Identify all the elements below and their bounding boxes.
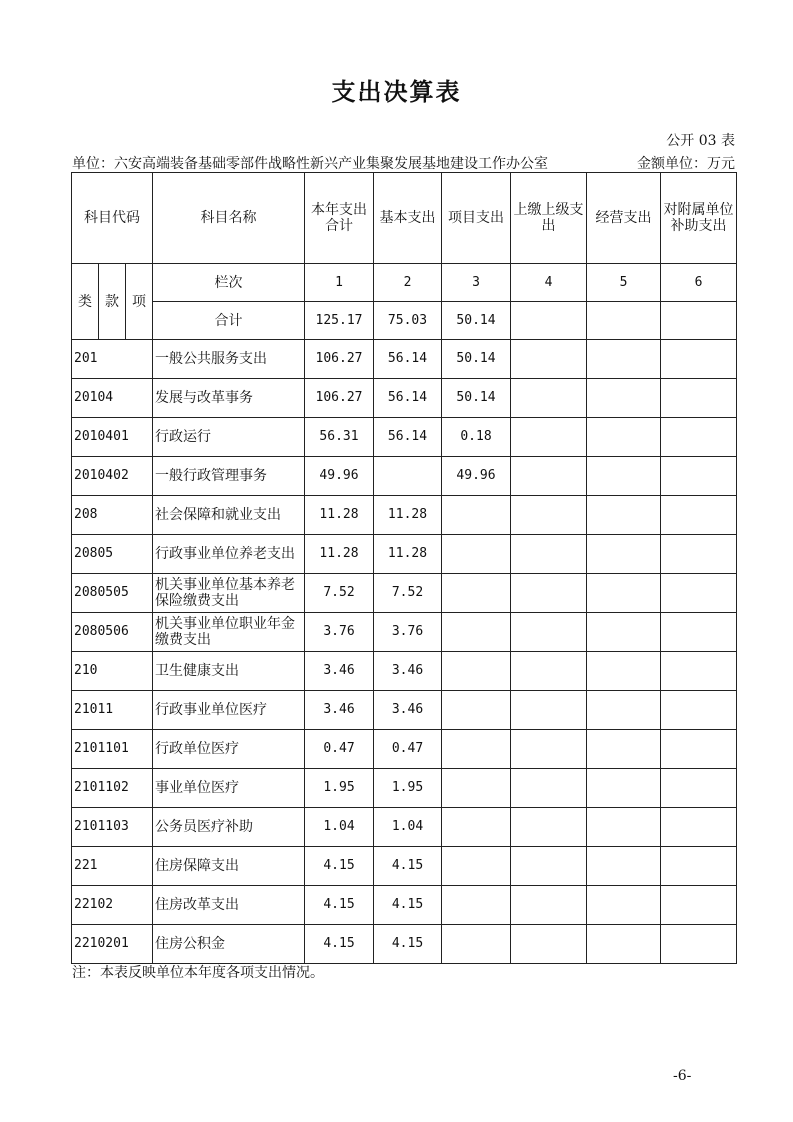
header-row xyxy=(72,173,737,264)
project-expenditure: 0.18 xyxy=(442,418,511,457)
table-row xyxy=(72,418,737,457)
table-row xyxy=(72,808,737,847)
total-expenditure: 7.52 xyxy=(305,574,374,613)
basic-expenditure: 4.15 xyxy=(374,886,442,925)
subject-name: 一般公共服务支出 xyxy=(153,340,305,379)
subject-name: 行政事业单位医疗 xyxy=(153,691,305,730)
table-note: 注：本表反映单位本年度各项支出情况。 xyxy=(72,965,324,981)
column-number: 5 xyxy=(587,264,661,302)
amount-unit-label: 金额单位：万元 xyxy=(637,156,735,172)
total-c4 xyxy=(511,302,587,340)
total-expenditure: 56.31 xyxy=(305,418,374,457)
operating-expenditure xyxy=(587,340,661,379)
basic-expenditure: 3.76 xyxy=(374,613,442,652)
header-col4: 上缴上级支出 xyxy=(511,173,587,264)
total-expenditure: 3.46 xyxy=(305,652,374,691)
expenditure-table xyxy=(71,172,737,964)
subsidiary-subsidy xyxy=(661,652,737,691)
basic-expenditure: 7.52 xyxy=(374,574,442,613)
subject-name: 住房改革支出 xyxy=(153,886,305,925)
superior-payment xyxy=(511,613,587,652)
basic-expenditure: 11.28 xyxy=(374,496,442,535)
subject-code: 2210201 xyxy=(72,925,153,964)
table-row xyxy=(72,613,737,652)
table-row xyxy=(72,691,737,730)
basic-expenditure: 1.95 xyxy=(374,769,442,808)
subsidiary-subsidy xyxy=(661,847,737,886)
basic-expenditure: 0.47 xyxy=(374,730,442,769)
subject-code: 21011 xyxy=(72,691,153,730)
table-row xyxy=(72,340,737,379)
total-c6 xyxy=(661,302,737,340)
total-expenditure: 4.15 xyxy=(305,925,374,964)
header-subject-name: 科目名称 xyxy=(153,173,305,264)
form-number: 公开 03 表 xyxy=(666,133,735,149)
subsidiary-subsidy xyxy=(661,418,737,457)
total-label: 合计 xyxy=(153,302,305,340)
total-expenditure: 49.96 xyxy=(305,457,374,496)
subject-name: 机关事业单位基本养老保险缴费支出 xyxy=(153,574,305,613)
operating-expenditure xyxy=(587,574,661,613)
table-row xyxy=(72,925,737,964)
total-expenditure: 1.04 xyxy=(305,808,374,847)
header-lanci: 栏次 xyxy=(153,264,305,302)
operating-expenditure xyxy=(587,886,661,925)
header-kuan: 款 xyxy=(99,264,126,340)
table-row xyxy=(72,730,737,769)
superior-payment xyxy=(511,730,587,769)
total-c3: 50.14 xyxy=(442,302,511,340)
subject-code: 221 xyxy=(72,847,153,886)
subject-code: 20104 xyxy=(72,379,153,418)
total-expenditure: 3.76 xyxy=(305,613,374,652)
subject-code: 201 xyxy=(72,340,153,379)
basic-expenditure: 3.46 xyxy=(374,652,442,691)
table-row xyxy=(72,886,737,925)
operating-expenditure xyxy=(587,808,661,847)
subsidiary-subsidy xyxy=(661,769,737,808)
project-expenditure xyxy=(442,730,511,769)
operating-expenditure xyxy=(587,652,661,691)
subject-code: 2080505 xyxy=(72,574,153,613)
basic-expenditure: 56.14 xyxy=(374,379,442,418)
subject-code: 210 xyxy=(72,652,153,691)
subsidiary-subsidy xyxy=(661,808,737,847)
superior-payment xyxy=(511,457,587,496)
page-number: -6- xyxy=(673,1068,692,1084)
column-number: 3 xyxy=(442,264,511,302)
superior-payment xyxy=(511,379,587,418)
operating-expenditure xyxy=(587,613,661,652)
project-expenditure: 50.14 xyxy=(442,340,511,379)
subject-code: 2101103 xyxy=(72,808,153,847)
column-number: 2 xyxy=(374,264,442,302)
subsidiary-subsidy xyxy=(661,496,737,535)
subsidiary-subsidy xyxy=(661,691,737,730)
superior-payment xyxy=(511,496,587,535)
superior-payment xyxy=(511,847,587,886)
total-expenditure: 1.95 xyxy=(305,769,374,808)
header-xiang: 项 xyxy=(126,264,153,340)
basic-expenditure: 3.46 xyxy=(374,691,442,730)
superior-payment xyxy=(511,340,587,379)
subsidiary-subsidy xyxy=(661,925,737,964)
basic-expenditure: 56.14 xyxy=(374,340,442,379)
total-expenditure: 0.47 xyxy=(305,730,374,769)
total-row xyxy=(72,302,737,340)
superior-payment xyxy=(511,691,587,730)
subject-name: 住房公积金 xyxy=(153,925,305,964)
subject-name: 社会保障和就业支出 xyxy=(153,496,305,535)
column-number: 6 xyxy=(661,264,737,302)
subject-name: 卫生健康支出 xyxy=(153,652,305,691)
header-col1: 本年支出合计 xyxy=(305,173,374,264)
header-subject-code: 科目代码 xyxy=(72,173,153,264)
superior-payment xyxy=(511,925,587,964)
project-expenditure: 50.14 xyxy=(442,379,511,418)
total-c5 xyxy=(587,302,661,340)
subsidiary-subsidy xyxy=(661,535,737,574)
operating-expenditure xyxy=(587,535,661,574)
basic-expenditure: 4.15 xyxy=(374,847,442,886)
project-expenditure xyxy=(442,886,511,925)
superior-payment xyxy=(511,535,587,574)
total-expenditure: 11.28 xyxy=(305,496,374,535)
total-c2: 75.03 xyxy=(374,302,442,340)
project-expenditure xyxy=(442,496,511,535)
total-expenditure: 4.15 xyxy=(305,847,374,886)
project-expenditure xyxy=(442,574,511,613)
page-title: 支出决算表 xyxy=(331,78,462,106)
subject-code: 20805 xyxy=(72,535,153,574)
project-expenditure xyxy=(442,847,511,886)
header-col5: 经营支出 xyxy=(587,173,661,264)
subject-name: 公务员医疗补助 xyxy=(153,808,305,847)
project-expenditure xyxy=(442,652,511,691)
subject-code: 22102 xyxy=(72,886,153,925)
subject-name: 住房保障支出 xyxy=(153,847,305,886)
table-row xyxy=(72,496,737,535)
subsidiary-subsidy xyxy=(661,457,737,496)
subsidiary-subsidy xyxy=(661,574,737,613)
operating-expenditure xyxy=(587,691,661,730)
subject-name: 行政单位医疗 xyxy=(153,730,305,769)
operating-expenditure xyxy=(587,418,661,457)
operating-expenditure xyxy=(587,496,661,535)
operating-expenditure xyxy=(587,769,661,808)
header-col2: 基本支出 xyxy=(374,173,442,264)
header-col3: 项目支出 xyxy=(442,173,511,264)
superior-payment xyxy=(511,574,587,613)
basic-expenditure: 1.04 xyxy=(374,808,442,847)
subsidiary-subsidy xyxy=(661,379,737,418)
unit-label: 单位：六安高端装备基础零部件战略性新兴产业集聚发展基地建设工作办公室 xyxy=(72,156,548,172)
total-expenditure: 106.27 xyxy=(305,340,374,379)
subject-code: 2080506 xyxy=(72,613,153,652)
table-row xyxy=(72,769,737,808)
table-row xyxy=(72,574,737,613)
operating-expenditure xyxy=(587,457,661,496)
total-expenditure: 4.15 xyxy=(305,886,374,925)
superior-payment xyxy=(511,808,587,847)
basic-expenditure xyxy=(374,457,442,496)
subsidiary-subsidy xyxy=(661,613,737,652)
column-number: 1 xyxy=(305,264,374,302)
table-row xyxy=(72,652,737,691)
operating-expenditure xyxy=(587,925,661,964)
subsidiary-subsidy xyxy=(661,886,737,925)
operating-expenditure xyxy=(587,847,661,886)
superior-payment xyxy=(511,652,587,691)
operating-expenditure xyxy=(587,379,661,418)
project-expenditure xyxy=(442,535,511,574)
basic-expenditure: 56.14 xyxy=(374,418,442,457)
project-expenditure xyxy=(442,925,511,964)
subject-name: 事业单位医疗 xyxy=(153,769,305,808)
total-expenditure: 3.46 xyxy=(305,691,374,730)
total-expenditure: 106.27 xyxy=(305,379,374,418)
superior-payment xyxy=(511,886,587,925)
subject-code: 2101101 xyxy=(72,730,153,769)
subject-name: 发展与改革事务 xyxy=(153,379,305,418)
table-row xyxy=(72,847,737,886)
basic-expenditure: 11.28 xyxy=(374,535,442,574)
superior-payment xyxy=(511,769,587,808)
table-row xyxy=(72,379,737,418)
subject-name: 行政运行 xyxy=(153,418,305,457)
subject-code: 2101102 xyxy=(72,769,153,808)
project-expenditure: 49.96 xyxy=(442,457,511,496)
column-number-row xyxy=(72,264,737,302)
table-row xyxy=(72,535,737,574)
subsidiary-subsidy xyxy=(661,340,737,379)
header-lei: 类 xyxy=(72,264,99,340)
subject-name: 机关事业单位职业年金缴费支出 xyxy=(153,613,305,652)
subject-code: 2010401 xyxy=(72,418,153,457)
subject-name: 行政事业单位养老支出 xyxy=(153,535,305,574)
project-expenditure xyxy=(442,613,511,652)
total-c1: 125.17 xyxy=(305,302,374,340)
operating-expenditure xyxy=(587,730,661,769)
header-col6: 对附属单位补助支出 xyxy=(661,173,737,264)
table-row xyxy=(72,457,737,496)
subject-code: 2010402 xyxy=(72,457,153,496)
column-number: 4 xyxy=(511,264,587,302)
subsidiary-subsidy xyxy=(661,730,737,769)
project-expenditure xyxy=(442,769,511,808)
subject-code: 208 xyxy=(72,496,153,535)
total-expenditure: 11.28 xyxy=(305,535,374,574)
basic-expenditure: 4.15 xyxy=(374,925,442,964)
subject-name: 一般行政管理事务 xyxy=(153,457,305,496)
superior-payment xyxy=(511,418,587,457)
project-expenditure xyxy=(442,808,511,847)
project-expenditure xyxy=(442,691,511,730)
